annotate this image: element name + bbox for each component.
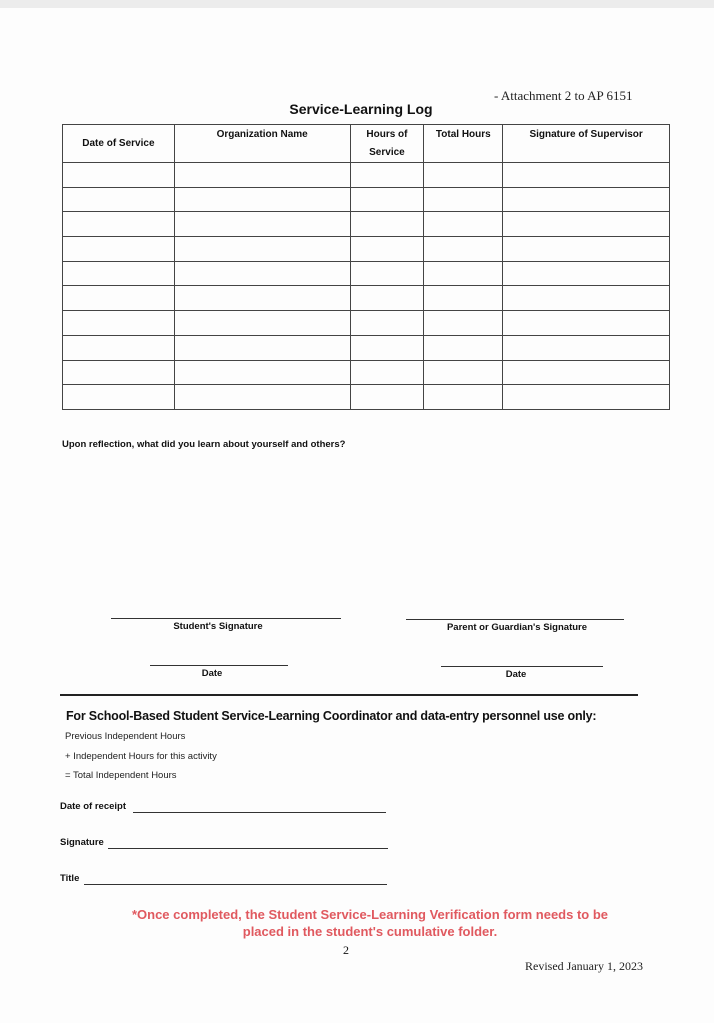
section-divider [60, 694, 638, 696]
cell-hours[interactable] [350, 187, 424, 212]
cell-hours[interactable] [350, 212, 424, 237]
parent-date-line[interactable] [441, 666, 603, 667]
attachment-label: - Attachment 2 to AP 6151 [494, 88, 633, 103]
cell-hours[interactable] [350, 286, 424, 311]
column-header-supervisor-signature: Signature of Supervisor [503, 125, 670, 163]
cell-total-hours[interactable] [424, 237, 503, 262]
cell-date[interactable] [63, 286, 175, 311]
cell-hours[interactable] [350, 335, 424, 360]
cell-hours[interactable] [350, 237, 424, 262]
page-title: Service-Learning Log [289, 101, 433, 117]
cell-date[interactable] [63, 212, 175, 237]
coordinator-title-label: Title [60, 873, 80, 884]
cell-hours[interactable] [350, 311, 424, 336]
table-row [63, 237, 670, 262]
cell-total-hours[interactable] [424, 335, 503, 360]
table-row [63, 212, 670, 237]
student-date-line[interactable] [150, 665, 288, 666]
student-signature-line[interactable] [111, 618, 341, 619]
cell-date[interactable] [63, 261, 175, 286]
cell-supervisor-signature[interactable] [503, 261, 670, 286]
cell-hours[interactable] [350, 163, 424, 188]
cell-supervisor-signature[interactable] [503, 237, 670, 262]
service-learning-log-table [62, 124, 670, 410]
cell-date[interactable] [63, 163, 175, 188]
cell-hours[interactable] [350, 360, 424, 385]
cell-supervisor-signature[interactable] [503, 187, 670, 212]
viewer-top-strip [0, 0, 714, 8]
table-row [63, 187, 670, 212]
date-of-receipt-label: Date of receipt [60, 801, 126, 812]
calc-activity-hours: + Independent Hours for this activity [65, 751, 217, 762]
coordinator-title-field[interactable] [84, 884, 387, 885]
table-row [63, 163, 670, 188]
cell-total-hours[interactable] [424, 187, 503, 212]
cell-hours[interactable] [350, 385, 424, 410]
cell-supervisor-signature[interactable] [503, 311, 670, 336]
cell-organization[interactable] [174, 360, 350, 385]
parent-signature-line[interactable] [406, 619, 624, 620]
cell-organization[interactable] [174, 163, 350, 188]
coordinator-signature-field[interactable] [108, 848, 388, 849]
table-row [63, 385, 670, 410]
column-header-date: Date of Service [63, 125, 175, 163]
cell-date[interactable] [63, 360, 175, 385]
cell-hours[interactable] [350, 261, 424, 286]
cell-date[interactable] [63, 385, 175, 410]
cell-organization[interactable] [174, 311, 350, 336]
column-header-hours-line2: Service [369, 147, 405, 158]
cell-supervisor-signature[interactable] [503, 360, 670, 385]
table-header-row [63, 125, 670, 163]
reflection-prompt: Upon reflection, what did you learn about yourself and others? [62, 439, 346, 450]
table-row [63, 286, 670, 311]
column-header-organization: Organization Name [174, 125, 350, 163]
table-row [63, 335, 670, 360]
cell-total-hours[interactable] [424, 286, 503, 311]
revision-date: Revised January 1, 2023 [525, 959, 643, 973]
parent-date-label: Date [505, 669, 527, 680]
cell-supervisor-signature[interactable] [503, 163, 670, 188]
cell-total-hours[interactable] [424, 360, 503, 385]
column-header-hours-line1: Hours of [366, 129, 408, 140]
calc-previous-hours: Previous Independent Hours [65, 731, 186, 742]
cell-supervisor-signature[interactable] [503, 385, 670, 410]
date-of-receipt-field[interactable] [133, 812, 386, 813]
table-row [63, 311, 670, 336]
completion-notice [60, 906, 680, 940]
cell-organization[interactable] [174, 187, 350, 212]
cell-organization[interactable] [174, 237, 350, 262]
column-header-hours [350, 125, 424, 163]
table-row [63, 261, 670, 286]
cell-date[interactable] [63, 311, 175, 336]
cell-date[interactable] [63, 187, 175, 212]
cell-organization[interactable] [174, 286, 350, 311]
cell-total-hours[interactable] [424, 163, 503, 188]
completion-notice-line1: *Once completed, the Student Service-Learning Verification form needs to be [131, 907, 609, 922]
cell-total-hours[interactable] [424, 385, 503, 410]
coordinator-signature-label: Signature [60, 837, 104, 848]
cell-supervisor-signature[interactable] [503, 335, 670, 360]
parent-signature-label: Parent or Guardian's Signature [446, 622, 588, 633]
coordinator-heading: For School-Based Student Service-Learning Coordinator and data-entry personnel use only: [66, 709, 597, 723]
cell-supervisor-signature[interactable] [503, 212, 670, 237]
cell-organization[interactable] [174, 261, 350, 286]
page-number: 2 [343, 943, 349, 957]
cell-total-hours[interactable] [424, 311, 503, 336]
cell-organization[interactable] [174, 212, 350, 237]
calc-total-hours: = Total Independent Hours [65, 770, 177, 781]
completion-notice-line2: placed in the student's cumulative folder. [242, 924, 498, 939]
column-header-total-hours: Total Hours [424, 125, 503, 163]
cell-organization[interactable] [174, 335, 350, 360]
cell-date[interactable] [63, 335, 175, 360]
table-row [63, 360, 670, 385]
cell-date[interactable] [63, 237, 175, 262]
student-date-label: Date [201, 668, 223, 679]
student-signature-label: Student's Signature [173, 621, 263, 632]
cell-total-hours[interactable] [424, 212, 503, 237]
cell-supervisor-signature[interactable] [503, 286, 670, 311]
cell-organization[interactable] [174, 385, 350, 410]
cell-total-hours[interactable] [424, 261, 503, 286]
